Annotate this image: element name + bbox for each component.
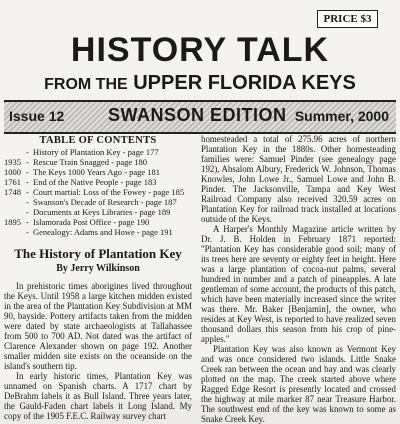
- toc-item-year: [4, 207, 26, 217]
- toc-item-text: End of the Native People - page 183: [33, 177, 157, 187]
- toc-item: [4, 187, 192, 197]
- masthead-place: UPPER FLORIDA KEYS: [133, 72, 356, 94]
- issue-band: [4, 100, 396, 134]
- toc-title: TABLE OF CONTENTS: [39, 135, 157, 146]
- masthead: [0, 30, 400, 98]
- toc-item-dash: -: [26, 207, 29, 217]
- article-body: [4, 281, 192, 421]
- toc-item: [4, 177, 192, 187]
- toc-item-dash: -: [26, 167, 29, 177]
- toc-item-year: 1935: [4, 157, 21, 167]
- toc-item-text: Court martial: Loss of the Fowey - page 185: [33, 187, 185, 197]
- toc-item-text: Genealogy: Adams and Howe - page 191: [33, 227, 173, 237]
- toc-item-year: [4, 147, 26, 157]
- article-paragraph: In prehistoric times aborigines lived throughout the Keys. Until 1958 a large kitchen midden existed in the area of the Plantation Key Subdivision at MM 90, bayside. Pottery artifacts taken from the midden were dated by state archaeologists at Tallahassee from 500 to 700 AD. Not dated was the artifact of Clarence Alexander shown on page 192. Another smaller midden site exists on the oceanside on the island's southern tip.: [4, 281, 192, 371]
- toc-item-dash: -: [26, 177, 29, 187]
- toc-item-dash: -: [26, 217, 29, 227]
- toc-item-dash: -: [26, 227, 29, 237]
- toc-item-dash: -: [26, 147, 29, 157]
- toc-item-year: [4, 197, 26, 207]
- article-author: By Jerry Wilkinson: [56, 263, 140, 274]
- right-column: [201, 134, 396, 424]
- toc-item: [4, 227, 192, 237]
- toc-item: [4, 167, 192, 177]
- toc-item-text: Swanson's Decade of Research - page 187: [33, 197, 177, 207]
- toc-item-year: 1895: [4, 217, 21, 227]
- masthead-from-the: FROM THE: [44, 76, 128, 93]
- toc-item-dash: -: [26, 187, 29, 197]
- masthead-title: HISTORY TALK: [70, 31, 330, 69]
- article-paragraph: In early historic times, Plantation Key was unnamed on Spanish charts. A 1717 chart by DeBrahm labels it as Bull Island. Three years later, the Gauld-Faden chart labels it Long Island. My copy of the 1905 F.E.C. Railway survey chart: [4, 371, 192, 421]
- toc-item-year: 1761: [4, 177, 21, 187]
- issue-number: Issue 12: [9, 108, 65, 124]
- right-column-paragraph: Plantation Key was also known as Vermont Key and was once considered two islands. Little Snake Creek ran between the ocean and bay and was clearly plotted on the map. The creek started above where Ragged Edge Resort is presently located and crossed the highway at mile marker 87 near Treasure Harbor. The southwest end of the key was known to some as Snake Creek Key.: [201, 344, 396, 424]
- toc-item-dash: -: [26, 157, 29, 167]
- toc-item-year: 1000: [4, 167, 21, 177]
- toc-item-text: Islamorada Post Office - page 190: [33, 217, 150, 227]
- toc-item: [4, 157, 192, 167]
- toc-list: [4, 147, 192, 237]
- article-title: The History of Plantation Key: [14, 246, 182, 261]
- price-box: PRICE $3: [317, 10, 378, 28]
- toc-item-year: [4, 227, 26, 237]
- left-column: [4, 134, 192, 421]
- toc-item: [4, 147, 192, 157]
- edition-name: SWANSON EDITION: [108, 105, 287, 125]
- toc-item-text: History of Plantation Key - page 177: [33, 147, 159, 157]
- masthead-subtitle: [0, 70, 400, 98]
- toc-item-year: 1748: [4, 187, 21, 197]
- toc-item: [4, 207, 192, 217]
- issue-date: Summer, 2000: [294, 108, 389, 124]
- toc-item-text: Documents at Keys Libraries - page 189: [33, 207, 171, 217]
- right-column-paragraph: homesteaded a total of 275.96 acres of northern Plantation Key in the 1880s. Other homesteading families were: Samuel Pinder (see genealogy page 192), Absalom Albury, Frederick W. Johnson, Thomas Knowles, John Lowe Jr., Samuel Lowe and John B. Pinder. The Jacksonville, Tampa and Key West Railroad Company also received 320.59 acres on Plantation Key for railroad track installed at locations outside of the Keys.: [201, 134, 396, 224]
- right-column-paragraph: A Harper's Monthly Magazine article written by Dr. J. B. Holden in February 1871 reported: "Plantation Key has considerable good soil; many of its trees here are seventy or eighty feet in height. Here was a large plantation of cocoa-nut palms, several hundred in number and a patch of pineapples. A late gentleman of some account, the products of this patch, which have been materially increased since the writer was there. Mr. Baker [Benjamin], the owner, who resides at Key West, is reported to have realized seven thousand dollars this season from his crop of pine-apples.": [201, 224, 396, 344]
- toc-item-text: The Keys 1000 Years Ago - page 181: [33, 167, 161, 177]
- toc-item-dash: -: [26, 197, 29, 207]
- toc-item-text: Rescue Train Snagged - page 180: [33, 157, 148, 167]
- toc-item: [4, 217, 192, 227]
- toc-item: [4, 197, 192, 207]
